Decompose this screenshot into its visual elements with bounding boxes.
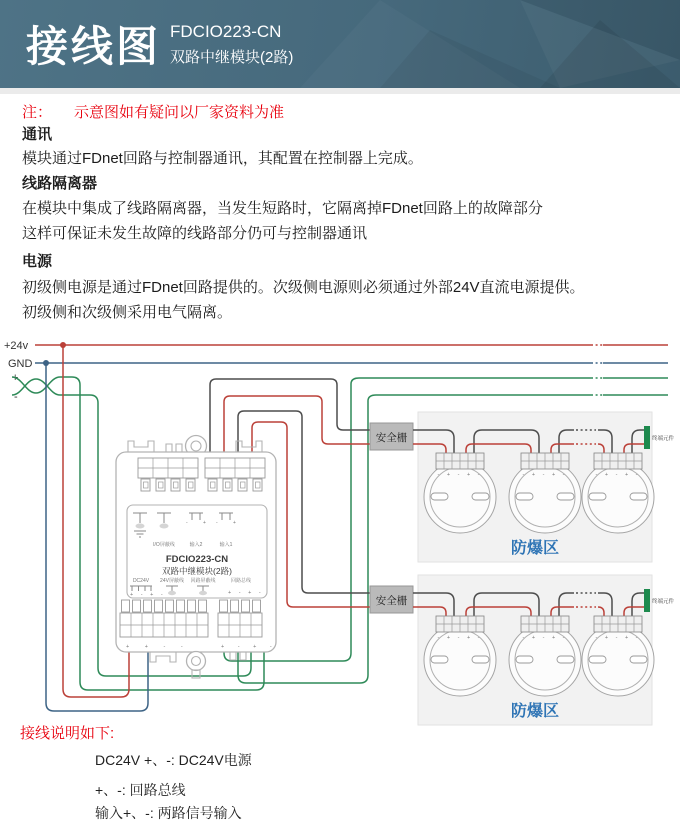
loop-shield-label: 回路屏蔽线: [190, 578, 216, 584]
loop-plus-label: +: [12, 372, 19, 384]
section-heading-power: 电源: [22, 253, 53, 270]
input1-label: 输入1: [219, 542, 233, 548]
power-bus-gnd: [8, 358, 668, 370]
safety-barrier-label: 安全栅: [375, 432, 408, 444]
pin-minus: -: [186, 520, 188, 526]
pin-marks: + - + -: [221, 644, 278, 650]
section-heading-comm: 通讯: [22, 126, 53, 143]
module-name: 双路中继模块(2路): [162, 566, 232, 576]
bus-label-24v: +24v: [4, 340, 29, 352]
pin-minus: -: [216, 520, 218, 526]
zone-label: 防爆区: [510, 540, 560, 557]
loop-minus-label: -: [14, 391, 18, 403]
section-line: 初级侧和次级侧采用电气隔离。: [22, 304, 233, 321]
terminal-element: [644, 426, 650, 449]
legend-item: +、-: 回路总线: [95, 782, 186, 798]
legend-item: 输入+、-: 两路信号输入: [95, 805, 242, 821]
note-text: 示意图如有疑问以厂家资料为准: [74, 104, 285, 121]
section-heading-isolator: 线路隔离器: [22, 175, 98, 192]
dc24v-pins: + - + -: [130, 592, 166, 598]
section-line: 在模块中集成了线路隔离器，当发生短路时，它隔离掉FDnet回路上的故障部分: [22, 200, 543, 217]
input2-label: 输入2: [189, 542, 203, 548]
section-line: 这样可保证未发生故障的线路部分仍可与控制器通讯: [22, 225, 368, 242]
pin-plus: +: [233, 520, 236, 526]
model-subtitle: 双路中继模块(2路): [170, 49, 294, 66]
dc24v-label: DC24V: [132, 578, 150, 584]
pin-plus: +: [203, 520, 206, 526]
shield24-label: 24V屏蔽线: [160, 578, 184, 584]
legend-item: DC24V +、-: DC24V电源: [95, 752, 252, 768]
terminal-element-label: 终端元件: [652, 436, 675, 442]
channel1-wires: [210, 379, 371, 458]
module-model: FDCIO223-CN: [165, 554, 229, 565]
section-line: 初级侧电源是通过FDnet回路提供的。次级侧电源则必须通过外部24V直流电源提供。: [22, 279, 585, 296]
page-title: 接线图: [26, 23, 162, 70]
pin-marks: + + - -: [126, 644, 190, 650]
section-line: 模块通过FDnet回路与控制器通讯，其配置在控制器上完成。: [22, 150, 423, 167]
relay-module: [116, 436, 278, 679]
model-number: FDCIO223-CN: [170, 22, 282, 41]
loop-bus-label: 回路总线: [230, 578, 252, 584]
power-bus-24v: [4, 340, 668, 352]
note-label: 注：: [22, 104, 53, 121]
loop-bus-pins: + - + -: [228, 590, 264, 596]
explosion-zone: [370, 412, 675, 562]
legend-title: 接线说明如下:: [20, 725, 115, 742]
io-shield-label: I/O屏蔽线: [153, 542, 175, 548]
bus-label-gnd: GND: [8, 358, 33, 370]
explosion-zone-2: [370, 575, 675, 725]
